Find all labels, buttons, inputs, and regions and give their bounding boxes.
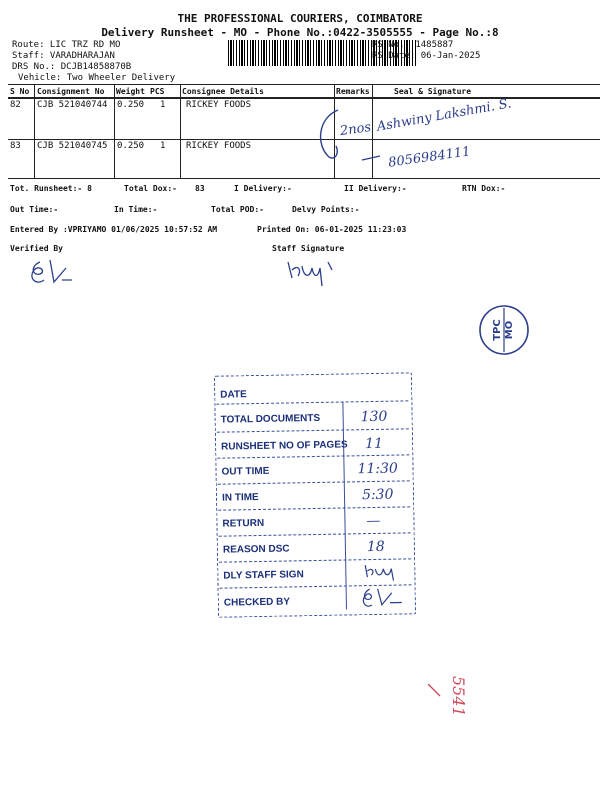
office-stamp — [214, 372, 418, 619]
i-delivery: I Delivery:- — [234, 184, 292, 193]
total-pod: Total POD:- — [211, 205, 264, 214]
stamp-value-in-time: 5:30 — [361, 486, 394, 504]
receiver-name: Ashwiny Lakshmi. S. — [375, 96, 513, 135]
stamp-date-label: DATE — [220, 389, 247, 401]
th-seal: Seal & Signature — [394, 87, 472, 96]
cell-consignment: CJB 521040744 — [37, 100, 108, 110]
seal-text-top: TPC — [492, 319, 503, 341]
cell-weight: 0.250 — [117, 141, 145, 151]
total-runsheet: Tot. Runsheet:- 8 — [10, 184, 92, 193]
cell-consignee: RICKEY FOODS — [186, 100, 252, 110]
verified-signature — [26, 256, 76, 290]
stamp-label-return: RETURN — [222, 517, 265, 530]
dash-mark — [360, 150, 384, 166]
stamp-value-runsheet-pages: 11 — [364, 435, 384, 453]
cell-pcs: 1 — [160, 141, 166, 151]
col-divider — [34, 84, 35, 178]
drs-number: DRS No.: DCJB14858870B — [12, 62, 132, 72]
cell-sno: 83 — [10, 141, 21, 151]
printed-on: Printed On: 06-01-2025 11:23:03 — [257, 225, 407, 234]
in-time: In Time:- — [114, 205, 158, 214]
stamp-label-dly-staff-sign: DLY STAFF SIGN — [223, 569, 304, 582]
th-pcs: PCS — [150, 87, 165, 96]
company-name: THE PROFESSIONAL COURIERS, COIMBATORE — [177, 12, 423, 25]
receiver-phone: 8056984111 — [387, 144, 472, 171]
total-dox-label: Total Dox:- — [124, 184, 177, 193]
rtn-dox: RTN Dox:- — [462, 184, 506, 193]
verified-by-label: Verified By — [10, 244, 63, 253]
stamp-value-out-time: 11:30 — [357, 460, 399, 478]
cell-weight: 0.250 — [117, 100, 145, 110]
ii-delivery: II Delivery:- — [344, 184, 407, 193]
entered-by: Entered By :VPRIYAMO 01/06/2025 10:57:52 AM — [10, 225, 218, 234]
vehicle: Vehicle: Two Wheeler Delivery — [18, 73, 176, 83]
margin-note: 5541 — [449, 676, 468, 717]
runsheet-subtitle: Delivery Runsheet - MO - Phone No.:0422-3505555 - Page No.:8 — [101, 26, 499, 39]
table-bottom-rule — [8, 178, 600, 179]
stamp-label-in-time: IN TIME — [221, 492, 259, 504]
col-divider — [114, 84, 115, 178]
out-time: Out Time:- — [10, 205, 59, 214]
stamp-value-return: — — [366, 512, 381, 530]
staff-signature-label: Staff Signature — [272, 244, 345, 253]
th-consignment: Consignment No — [37, 87, 105, 96]
stamp-label-checked-by: CHECKED BY — [223, 596, 291, 609]
th-remarks: Remarks — [336, 87, 370, 96]
table-top-rule — [8, 84, 600, 85]
table-header-rule-2 — [8, 98, 600, 99]
margin-tick — [426, 680, 446, 700]
handwritten-remark: 2nos — [339, 119, 373, 140]
cell-sno: 82 — [10, 100, 21, 110]
total-dox-value: 83 — [195, 184, 205, 193]
staff-signature — [284, 256, 340, 290]
cell-consignee: RICKEY FOODS — [186, 141, 252, 151]
staff: Staff: VARADHARAJAN — [12, 51, 115, 61]
stamp-label-out-time: OUT TIME — [221, 465, 270, 478]
delvy-points: Delvy Points:- — [292, 205, 360, 214]
stamp-label-reason: REASON DSC — [222, 543, 290, 556]
tpc-seal — [474, 300, 538, 360]
th-weight: Weight — [116, 87, 145, 96]
cell-pcs: 1 — [160, 100, 166, 110]
cell-consignment: CJB 521040745 — [37, 141, 108, 151]
stamp-value-total-documents: 130 — [360, 408, 388, 426]
stamp-value-reason: 18 — [366, 538, 385, 556]
route: Route: LIC TRZ RD MO — [12, 40, 121, 50]
seal-text-bottom: MO — [504, 320, 515, 340]
stamp-label-total-documents: TOTAL DOCUMENTS — [220, 412, 321, 426]
rs-date: RS Date: 06-Jan-2025 — [372, 51, 481, 61]
th-sno: S No — [10, 87, 30, 96]
rs-number: RS No.: 1485887 — [372, 40, 454, 50]
stamp-label-runsheet-pages: RUNSHEET NO OF PAGES — [221, 439, 348, 453]
col-divider — [180, 84, 181, 178]
stamp-checked-signature — [358, 584, 408, 611]
table-row-rule — [8, 139, 600, 140]
stamp-staff-signature — [361, 561, 401, 584]
th-consignee: Consignee Details — [182, 87, 264, 96]
